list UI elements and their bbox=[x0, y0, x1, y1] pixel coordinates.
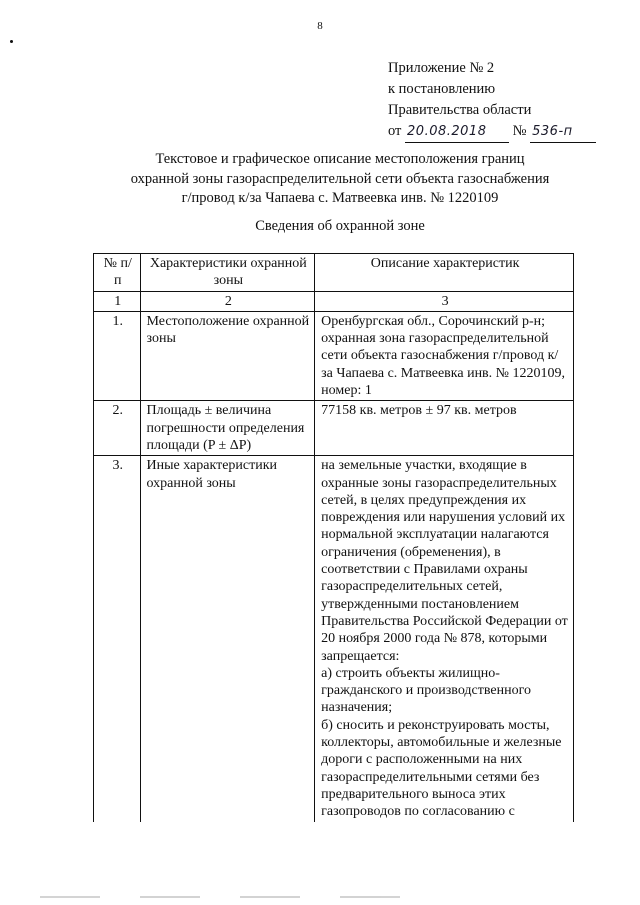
row-name: Площадь ± величина погрешности определения площади (P ± ΔP) bbox=[140, 401, 315, 456]
date-prefix: от bbox=[388, 123, 402, 139]
appendix-line: к постановлению bbox=[388, 81, 496, 97]
table-header-row bbox=[94, 254, 574, 292]
header-characteristics: Характеристики охранной зоны bbox=[140, 254, 315, 292]
scan-artifact bbox=[40, 896, 600, 900]
scan-dot bbox=[10, 40, 13, 43]
document-title bbox=[90, 150, 590, 209]
appendix-line: Правительства области bbox=[388, 102, 532, 118]
row-description: на земельные участки, входящие в охранные зоны газораспределительных сетей, в целях предупреждения их повреждения или нарушения условий их нормальной эксплуатации налагаются ограничения (обременения), в соответствии с Правилами охраны газораспределительных сетей, утвержденными постановлением Правительства Российской Федерации от 20 ноября 2000 года № 878, которыми запрещается: bbox=[321, 458, 568, 664]
table-row bbox=[94, 401, 574, 456]
row-description-item-a: а) строить объекты жилищно-гражданского и производственного назначения; bbox=[321, 665, 531, 716]
index-cell: 2 bbox=[140, 291, 315, 311]
row-name: Иные характеристики охранной зоны bbox=[140, 456, 315, 822]
row-description: Оренбургская обл., Сорочинский р-н; охранная зона газораспределительной сети объекта газоснабжения г/провод к/за Чапаева с. Матвеевка инв. № 1220109, номер: 1 bbox=[315, 311, 574, 400]
handwritten-number: 536-п bbox=[530, 121, 596, 143]
page-number: 8 bbox=[317, 20, 323, 32]
table-row bbox=[94, 311, 574, 400]
index-cell: 1 bbox=[94, 291, 141, 311]
header-number: № п/п bbox=[94, 254, 141, 292]
row-number: 3. bbox=[94, 456, 141, 822]
row-name: Местоположение охранной зоны bbox=[140, 311, 315, 400]
table-row bbox=[94, 456, 574, 822]
handwritten-date: 20.08.2018 bbox=[405, 121, 509, 143]
title-line: охранной зоны газораспределительной сети объекта газоснабжения bbox=[130, 170, 550, 187]
appendix-block bbox=[388, 58, 596, 143]
title-line: г/провод к/за Чапаева с. Матвеевка инв. № 1220109 bbox=[181, 190, 499, 206]
row-number: 2. bbox=[94, 401, 141, 456]
row-number: 1. bbox=[94, 311, 141, 400]
row-description-item-b: б) сносить и реконструировать мосты, коллекторы, автомобильные и железные дороги с расположенными на них газораспределительными сетями без предварительного выноса этих газопроводов по согласованию с bbox=[321, 717, 562, 820]
row-description-cell bbox=[315, 456, 574, 822]
number-prefix: № bbox=[512, 123, 527, 139]
table-index-row bbox=[94, 291, 574, 311]
zone-table bbox=[93, 253, 574, 822]
row-description: 77158 кв. метров ± 97 кв. метров bbox=[315, 401, 574, 456]
appendix-line: Приложение № 2 bbox=[388, 60, 495, 76]
section-subtitle: Сведения об охранной зоне bbox=[255, 218, 425, 234]
title-line: Текстовое и графическое описание местоположения границ bbox=[155, 151, 525, 167]
index-cell: 3 bbox=[315, 291, 574, 311]
header-description: Описание характеристик bbox=[315, 254, 574, 292]
appendix-date-line bbox=[388, 121, 596, 143]
